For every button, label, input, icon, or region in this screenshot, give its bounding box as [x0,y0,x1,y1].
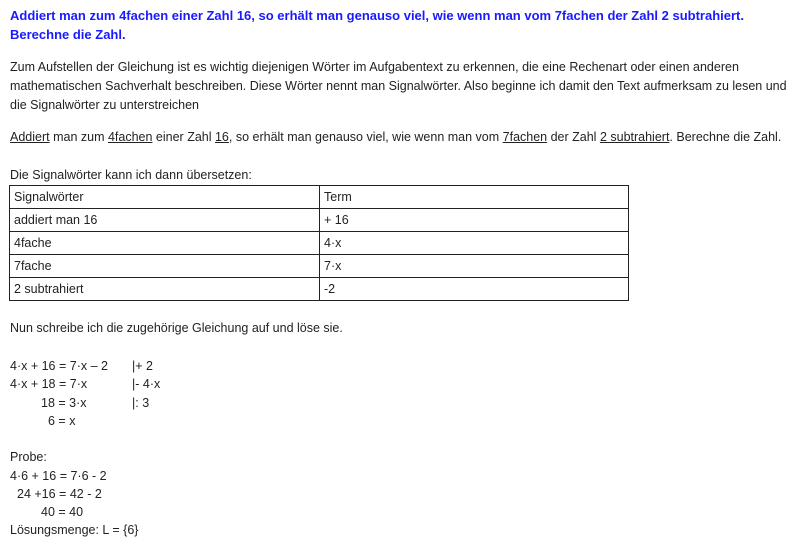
intro-paragraph: Zum Aufstellen der Gleichung ist es wichtig diejenigen Wörter im Aufgabentext zu erkennen, die eine Rechenart oder einen anderen mathematischen Sachverhalt beschreiben. Diese Wörter nennt man Signalwörter. Also beginne ich damit den Text aufmerksam zu lesen und die Signalwörter zu unterstreichen [10,60,787,112]
table-header-row [10,186,629,209]
signal-word: 2 subtrahiert [599,130,670,144]
table-header-cell: Term [320,186,629,209]
equation-operation: |- 4·x [132,377,161,391]
probe-line: 24 +16 = 42 - 2 [17,487,102,501]
sentence-text: man zum [49,130,108,144]
table-row [10,278,629,301]
table-header-cell: Signalwörter [10,186,320,209]
signal-word: 16 [214,130,229,144]
sentence-text: der Zahl [547,130,600,144]
equation-line: 6 = x [48,414,76,428]
table-cell: 4·x [320,232,629,255]
table-cell: -2 [320,278,629,301]
table-cell: 4fache [10,232,320,255]
table-intro: Die Signalwörter kann ich dann übersetzen: [10,168,252,182]
signal-word: 4fachen [107,130,153,144]
equation-line: 18 = 3·x [41,396,87,410]
table-cell: 7·x [320,255,629,278]
signal-word: Addiert [10,130,50,144]
marked-task-sentence [10,130,781,144]
equation-operation: |+ 2 [132,359,153,373]
probe-label: Probe: [10,450,47,464]
solution-set: Lösungsmenge: L = {6} [10,523,139,537]
equation-line: 4·x + 18 = 7·x [10,377,88,391]
task-title: Addiert man zum 4fachen einer Zahl 16, so erhält man genauso viel, wie wenn man vom 7fachen der Zahl 2 subtrahiert. Berechne die Zahl. [10,8,744,42]
probe-line: 4·6 + 16 = 7·6 - 2 [10,469,107,483]
table-cell: + 16 [320,209,629,232]
signal-word-table [9,185,629,301]
sentence-text: , so erhält man genauso viel, wie wenn man vom [228,130,503,144]
table-row [10,209,629,232]
equation-line: 4·x + 16 = 7·x – 2 [10,359,108,373]
sentence-text: einer Zahl [152,130,215,144]
sentence-text: . Berechne die Zahl. [669,130,782,144]
probe-line: 40 = 40 [41,505,84,519]
equation-operation: |: 3 [132,396,150,410]
table-cell: 2 subtrahiert [10,278,320,301]
table-cell: addiert man 16 [10,209,320,232]
table-row [10,255,629,278]
table-row [10,232,629,255]
equation-intro: Nun schreibe ich die zugehörige Gleichung auf und löse sie. [10,321,343,335]
signal-word: 7fachen [502,130,548,144]
table-cell: 7fache [10,255,320,278]
